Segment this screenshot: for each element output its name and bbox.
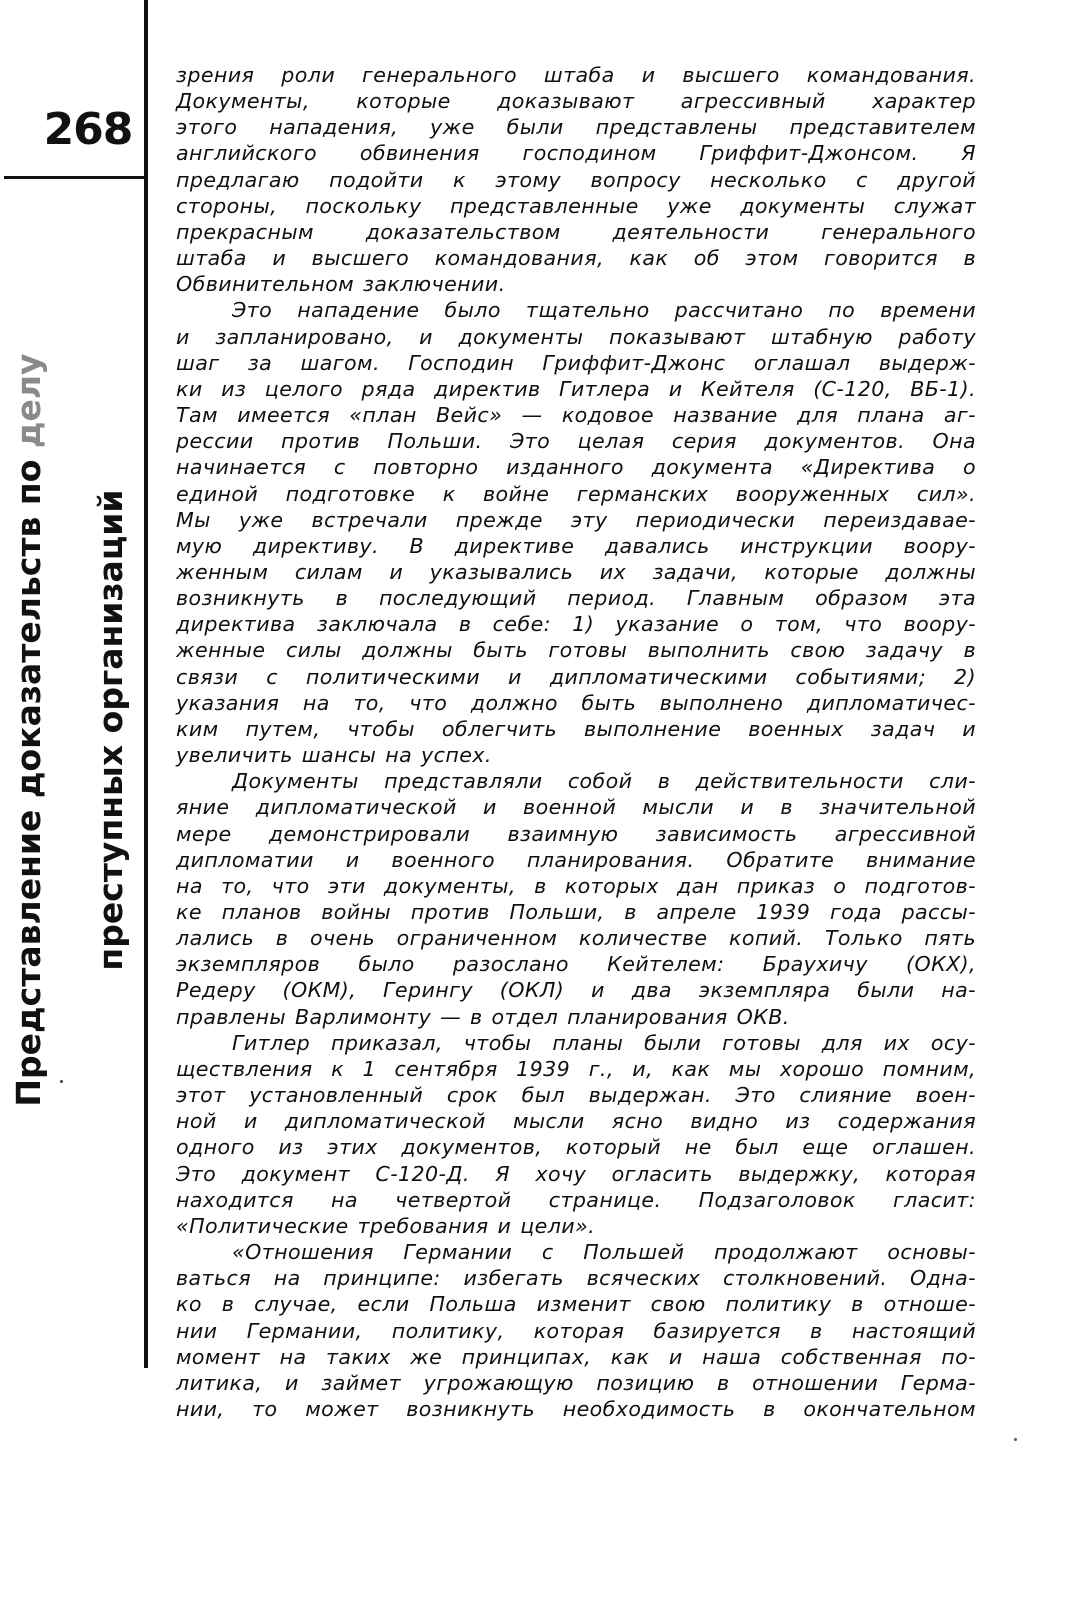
text-line: и запланировано, и документы показывают штабную работу <box>176 324 976 349</box>
text-line: яние дипломатической и военной мысли и в значительной <box>176 795 976 820</box>
text-line: ществления к 1 сентября 1939 г., и, как мы хорошо помним, <box>176 1056 976 1081</box>
text-line: одного из этих документов, который не был еще оглашен. <box>176 1135 976 1160</box>
text-line: «Отношения Германии с Польшей продолжают основы- <box>232 1240 976 1265</box>
paragraph-list <box>176 62 976 1422</box>
text-line: мере демонстрировали взаимную зависимость агрессивной <box>176 821 976 846</box>
text-line: экземпляров было разослано Кейтелем: Браухичу (ОКХ), <box>176 952 976 977</box>
text-line: начинается с повторно изданного документа «Директива о <box>176 455 976 480</box>
text-line: Документы представляли собой в действительности сли- <box>232 769 976 794</box>
text-line: мую директиву. В директиве давались инструкции воору- <box>176 533 976 558</box>
text-line: зрения роли генерального штаба и высшего командования. <box>176 63 976 87</box>
print-speck <box>1014 1438 1017 1441</box>
text-line: предлагаю подойти к этому вопросу несколько с другой <box>176 167 976 192</box>
text-line: прекрасным доказательством деятельности генерального <box>176 219 976 244</box>
text-line: Это документ С-120-Д. Я хочу огласить выдержку, которая <box>176 1161 976 1186</box>
text-line: английского обвинения господином Гриффит-Джонсом. Я <box>176 141 976 166</box>
text-line: лались в очень ограниченном количестве копий. Только пять <box>176 926 976 951</box>
text-line: женные силы должны быть готовы выполнить свою задачу в <box>176 638 976 663</box>
page-number: 268 <box>43 104 133 155</box>
text-line: ким путем, чтобы облегчить выполнение военных задач и <box>176 716 976 741</box>
text-line: «Политические требования и цели». <box>176 1213 596 1238</box>
text-line: дипломатии и военного планирования. Обратите внимание <box>176 847 976 872</box>
section-title-line-1-main: Представление доказательств по <box>9 448 48 1107</box>
text-line: этот установленный срок был выдержан. Это слияние воен- <box>176 1083 976 1108</box>
text-line: возникнуть в последующий период. Главным образом эта <box>176 586 976 611</box>
text-line: Редеру (ОКМ), Герингу (ОКЛ) и два экземпляра были на- <box>176 978 976 1003</box>
text-line: нии Германии, политику, которая базируется в настоящий <box>176 1318 976 1343</box>
text-line: находится на четвертой странице. Подзаголовок гласит: <box>176 1187 976 1212</box>
text-line: Мы уже встречали прежде эту периодически переиздавае- <box>176 507 976 532</box>
text-line: момент на таких же принципах, как и наша собственная по- <box>176 1344 976 1369</box>
text-line: Обвинительном заключении. <box>176 272 506 297</box>
text-line: шаг за шагом. Господин Гриффит-Джонс оглашал выдерж- <box>176 350 976 375</box>
section-title-line-1-faded: делу <box>9 353 48 449</box>
text-line: на то, что эти документы, в которых дан приказ о подготов- <box>176 873 976 898</box>
body-text <box>176 62 976 1422</box>
page-number-underline <box>4 176 148 179</box>
text-line: единой подготовке к войне германских вооруженных сил». <box>176 481 976 506</box>
text-line: ной и дипломатической мысли ясно видно из содержания <box>176 1109 976 1134</box>
text-line: Там имеется «план Вейс» — кодовое название для плана аг- <box>176 403 976 428</box>
text-line: ко в случае, если Польша изменит свою политику в отноше- <box>176 1292 976 1317</box>
text-line: этого нападения, уже были представлены представителем <box>176 115 976 140</box>
text-line: увеличить шансы на успех. <box>176 743 492 768</box>
text-line: ки из целого ряда директив Гитлера и Кейтеля (С-120, ВБ-1). <box>176 376 976 401</box>
text-line: нии, то может возникнуть необходимость в окончательном <box>176 1396 976 1421</box>
print-speck <box>60 1080 63 1083</box>
section-title-line-1 <box>7 230 51 1230</box>
text-line: ваться на принципе: избегать всяческих столкновений. Одна- <box>176 1266 976 1291</box>
section-title-line-2: преступных организаций <box>91 489 130 971</box>
text-line: литика, и займет угрожающую позицию в отношении Герма- <box>176 1370 976 1395</box>
margin-rule <box>144 0 148 1368</box>
text-line: указания на то, что должно быть выполнено дипломатичес- <box>176 690 976 715</box>
text-line: Документы, которые доказывают агрессивный характер <box>176 89 976 114</box>
text-line: ке планов войны против Польши, в апреле 1939 года рассы- <box>176 900 976 924</box>
text-line: Это нападение было тщательно рассчитано по времени <box>232 298 976 323</box>
text-line: директива заключала в себе: 1) указание о том, что воору- <box>176 612 976 637</box>
text-line: правлены Варлимонту — в отдел планирования ОКВ. <box>176 1004 790 1029</box>
text-line: рессии против Польши. Это целая серия документов. Она <box>176 429 976 454</box>
text-line: Гитлер приказал, чтобы планы были готовы для их осу- <box>232 1030 976 1055</box>
text-line: штаба и высшего командования, как об этом говорится в <box>176 246 976 271</box>
running-section-title <box>9 230 130 1230</box>
text-line: связи с политическими и дипломатическими событиями; 2) <box>176 664 976 689</box>
text-line: женным силам и указывались их задачи, которые должны <box>176 559 976 584</box>
text-line: стороны, поскольку представленные уже документы служат <box>176 193 976 218</box>
